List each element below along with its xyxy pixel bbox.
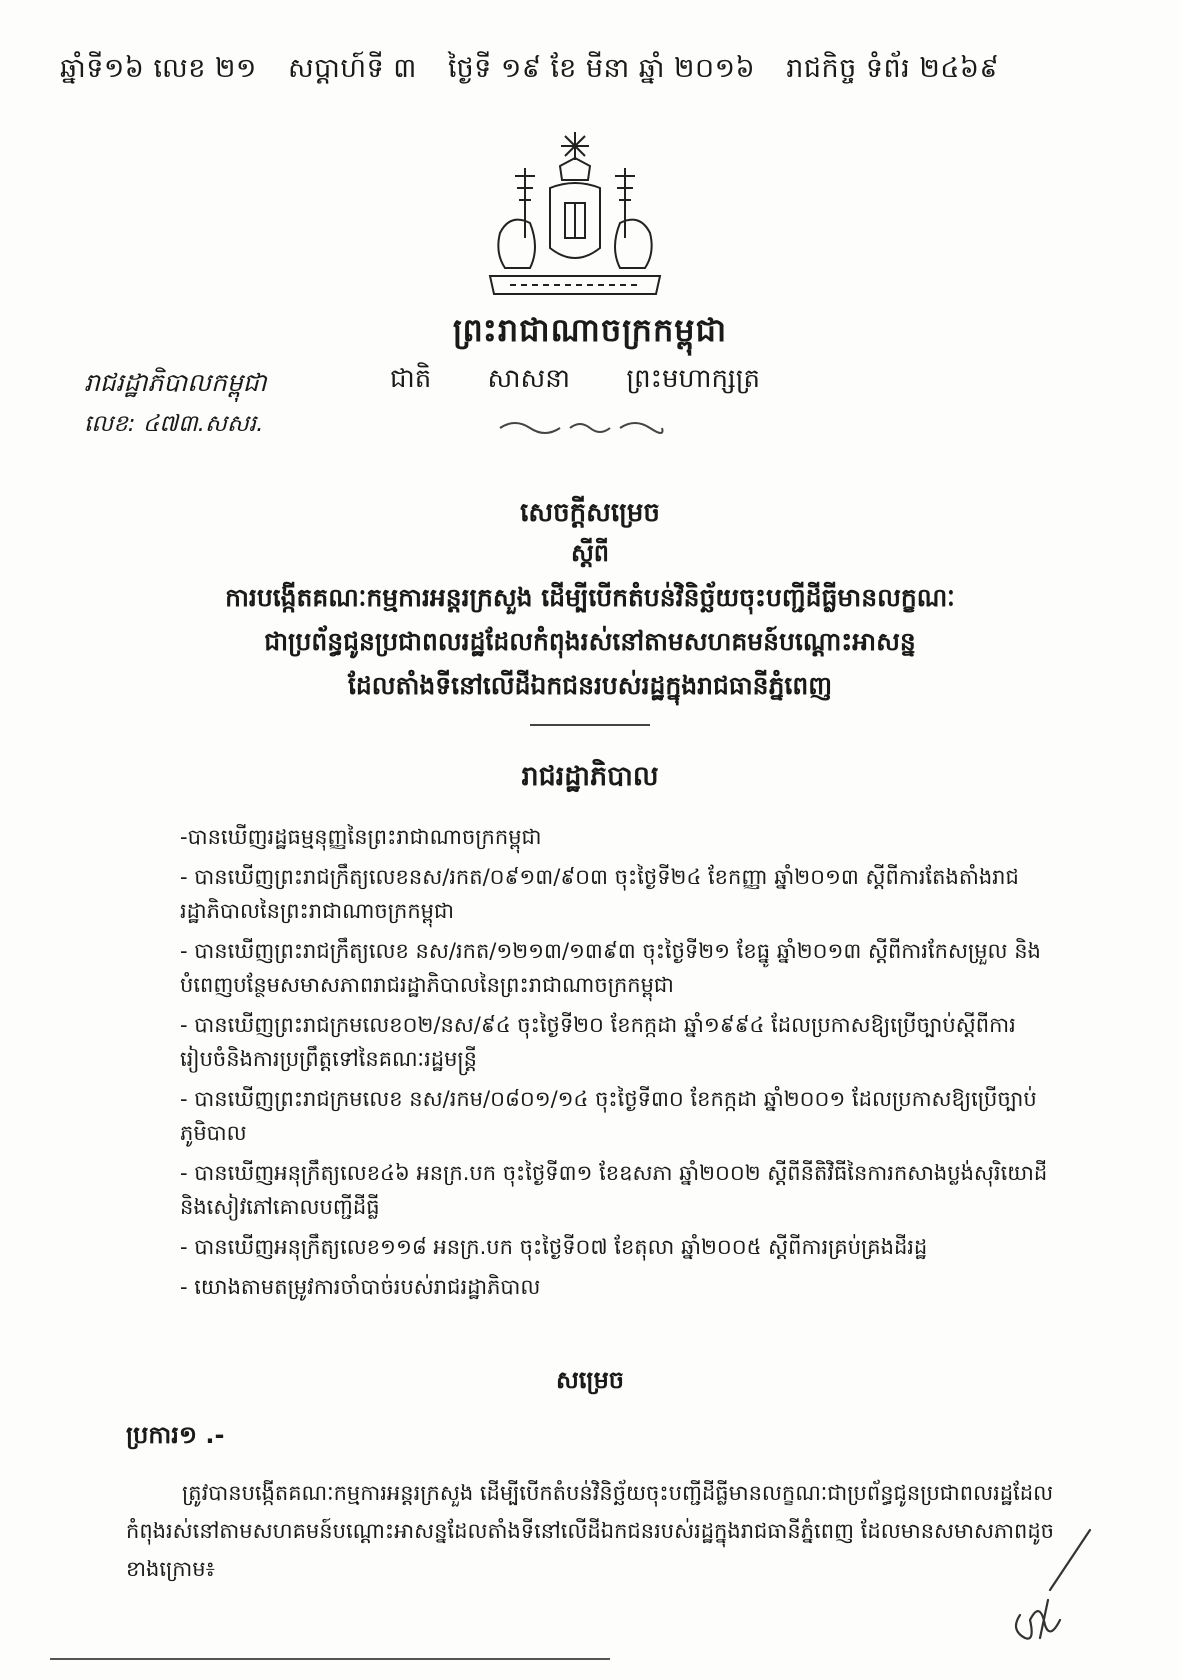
subject-line: ដែលតាំងទីនៅលើដីឯកជនរបស់រដ្ឋក្នុងរាជធានីភ្នំពេញ [347,671,832,700]
motto-religion: សាសនា [487,364,571,394]
page-bottom-rule [50,1658,610,1660]
gazette-date: ថ្ងៃទី ១៩ ខែ មីនា ឆ្នាំ ២០១៦ [447,53,756,84]
article-1-label: ប្រការ១ .- [126,1421,225,1449]
royal-coat-of-arms-icon [470,128,680,308]
decision-title: សេចក្តីសម្រេច [520,498,660,528]
decision-subject [140,576,1040,708]
gazette-year-issue: ឆ្នាំទី១៦ លេខ ២១ [60,53,257,84]
subject-line: ការបង្កើតគណៈកម្មការអន្តរក្រសួង ដើម្បីបើកតំបន់វិនិច្ឆ័យចុះបញ្ជីដីធ្លីមានលក្ខណៈ [225,583,955,612]
considerations-list [180,820,1060,1310]
motto-nation: ជាតិ [390,364,432,394]
consideration-item: -បានឃើញរដ្ឋធម្មនុញ្ញនៃព្រះរាជាណាចក្រកម្ពុជា [180,825,542,849]
decide-heading: សម្រេច [555,1366,625,1394]
consideration-item: - បានឃើញអនុក្រឹត្យលេខ៤៦ អនក្រ.បក ចុះថ្ងៃទី៣១ ខែឧសភា ឆ្នាំ២០០២ ស្តីពីនីតិវិធីនៃការកសាងប្លង់សុរិយោដី និងសៀវភៅគោលបញ្ជីដីធ្លី [180,1161,1048,1219]
gazette-page-number: រាជកិច្ច ទំព័រ ២៤៦៩ [786,53,1000,84]
consideration-item: - បានឃើញព្រះរាជក្រឹត្យលេខ នស/រកត/១២១៣/១៣៩៣ ចុះថ្ងៃទី២១ ខែធ្នូ ឆ្នាំ២០១៣ ស្តីពីការកែសម្រួល និងបំពេញបន្ថែមសមាសភាពរាជរដ្ឋាភិបាលនៃព្រះរាជាណាចក្រកម្ពុជា [180,939,1041,997]
about-label: ស្តីពី [570,539,610,567]
ornament-flourish-icon [490,418,670,438]
article-1-body: ត្រូវបានបង្កើតគណៈកម្មការអន្តរក្រសួង ដើម្បីបើកតំបន់វិនិច្ឆ័យចុះបញ្ជីដីធ្លីមានលក្ខណៈជាប្រព័ន្ធជូនប្រជាពលរដ្ឋដែលកំពុងរស់នៅតាមសហគមន៍បណ្តោះអាសន្នដែលតាំងទីនៅលើដីឯកជនរបស់រដ្ឋក្នុងរាជធានីភ្នំពេញ ដែលមានសមាសភាពដូចខាងក្រោម៖ [126,1481,1054,1581]
consideration-item: - បានឃើញព្រះរាជក្រមលេខ០២/នស/៩៤ ចុះថ្ងៃទី២០ ខែកក្កដា ឆ្នាំ១៩៩៤ ដែលប្រកាសឱ្យប្រើច្បាប់ស្តីពីការរៀបចំនិងការប្រព្រឹត្តទៅនៃគណៈរដ្ឋមន្ត្រី [180,1013,1016,1071]
decision-number: លេខ: ៤៧៣.សសរ. [84,411,264,437]
consideration-item: - បានឃើញអនុក្រឹត្យលេខ១១៨ អនក្រ.បក ចុះថ្ងៃទី០៧ ខែតុលា ឆ្នាំ២០០៥ ស្តីពីការគ្រប់គ្រងដីរដ្ឋ [180,1235,928,1259]
motto-king: ព្រះមហាក្សត្រ [626,364,761,394]
consideration-item: - យោងតាមតម្រូវការចាំបាច់របស់រាជរដ្ឋាភិបាល [180,1275,541,1299]
consideration-item: - បានឃើញព្រះរាជក្រមលេខ នស/រកម/០៨០១/១៤ ចុះថ្ងៃទី៣០ ខែកក្កដា ឆ្នាំ២០០១ ដែលប្រកាសឱ្យប្រើច្បាប់ភូមិបាល [180,1087,1037,1145]
signature-icon [990,1520,1100,1650]
national-motto [390,362,808,400]
subject-line: ជាប្រព័ន្ធជូនប្រជាពលរដ្ឋដែលកំពុងរស់នៅតាមសហគមន៍បណ្តោះអាសន្ន [264,627,916,656]
consideration-item: - បានឃើញព្រះរាជក្រឹត្យលេខនស/រកត/០៩១៣/៩០៣ ចុះថ្ងៃទី២៤ ខែកញ្ញា ឆ្នាំ២០១៣ ស្តីពីការតែងតាំងរាជរដ្ឋាភិបាលនៃព្រះរាជាណាចក្រកម្ពុជា [180,865,1019,923]
gazette-week: សប្តាហ៍ទី ៣ [287,53,417,84]
kingdom-title: ព្រះរាជាណាចក្រកម្ពុជា [452,311,728,349]
government-heading: រាជរដ្ឋាភិបាល [521,761,659,792]
issuing-government: រាជរដ្ឋាភិបាលកម្ពុជា [84,368,267,397]
gazette-header [60,52,1140,91]
section-divider [530,724,650,726]
